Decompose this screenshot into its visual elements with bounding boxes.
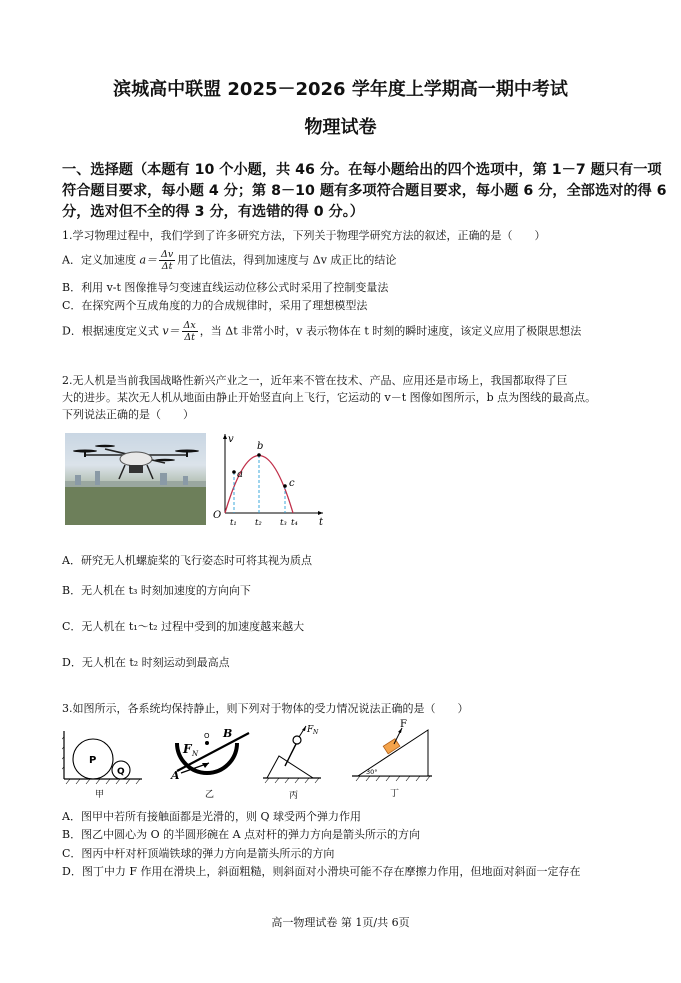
rod [285,742,297,766]
q1-a-fraction [159,249,175,272]
q1-d-den: Δt [184,332,195,343]
t2-label: t₂ [255,518,262,528]
q2-stem [62,372,596,423]
caption-jia: 甲 [95,790,105,799]
label-o: O [204,732,210,740]
caption-ding: 丁 [390,789,400,799]
q1-d-fraction [182,320,198,343]
label-f: F [400,719,407,730]
q3-stem: 3.如图所示，各系统均保持静止，则下列对于物体的受力情况说法正确的是（ ） [62,702,469,715]
label-fn-sub: N [192,750,199,758]
label-angle: 30° [366,768,378,776]
t-axis-arrow [318,511,323,515]
a-label: a [237,469,243,480]
caption-bing: 丙 [289,791,299,800]
q1-a-var: a＝ [139,253,158,267]
exam-subtitle: 物理试卷 [304,117,377,138]
c-label: c [289,478,295,489]
t1-label: t₁ [230,518,237,528]
caption-yi: 乙 [205,790,215,799]
q2-stem-line: 2.无人机是当前我国战略性新兴产业之一，近年来不管在技术、产品、应用还是市场上，我国都取得了巨 [62,374,568,387]
q1-a-pre: A．定义加速度 [62,253,136,267]
q2-option-d: D．无人机在 t₂ 时刻运动到最高点 [62,656,230,669]
q1-stem: 1.学习物理过程中，我们学到了许多研究方法，下列关于物理学研究方法的叙述，正确的是（ ） [62,229,546,242]
t-label: t [319,517,324,528]
q1-option-c: C．在探究两个互成角度的力的合成规律时，采用了理想模型法 [62,299,368,312]
section-heading [62,160,667,223]
point-b [257,453,261,457]
q1-d-var: v＝ [162,324,180,338]
t4-label: t₄ [291,518,298,528]
section-heading-line: 一、选择题（本题有 10 个小题，共 46 分。在每小题给出的四个选项中，第 1－7 题只有一项 [62,162,662,178]
drone-photo [65,433,206,525]
point-a [232,470,236,474]
label-fn: F [183,742,192,756]
q1-d-pre: D．根据速度定义式 [62,324,159,338]
figure-jia [62,727,144,799]
exam-title: 滨城高中联盟 2025－2026 学年度上学期高一期中考试 [113,79,568,100]
guide-lines [234,455,285,513]
q3-option-a: A．图甲中若所有接触面都是光滑的，则 Q 球受两个弹力作用 [62,810,361,823]
figure-yi [163,723,255,799]
v-axis-arrow [223,434,227,439]
figure-ding [350,718,436,802]
q2-option-b: B．无人机在 t₃ 时刻加速度的方向向下 [62,584,251,597]
q2-stem-line: 下列说法正确的是（ ） [62,408,194,421]
label-b: B [223,727,233,740]
label-a: A [171,769,180,782]
label-p: P [89,755,97,766]
origin-label: O [213,510,222,521]
t3-label: t₃ [280,518,287,528]
q1-a-num: Δv [161,249,174,260]
v-label: v [228,434,234,445]
page-footer: 高一物理试卷 第 1页/共 6页 [271,916,410,929]
v-t-graph [205,428,330,530]
q1-option-d [62,320,581,343]
section-heading-line: 分，选对但不全的得 3 分，有选错的得 0 分。） [62,204,364,220]
q1-option-b: B．利用 v-t 图像推导匀变速直线运动位移公式时采用了控制变量法 [62,281,389,294]
q1-d-num: Δx [183,320,196,331]
q1-option-a [62,249,396,272]
label-fn-sub: N [313,729,319,736]
figure-bing [261,722,333,800]
point-c [283,484,287,488]
v-t-curve [225,456,293,514]
q1-a-post: 用了比值法，得到加速度与 Δv 成正比的结论 [177,253,397,267]
q3-option-c: C．图丙中杆对杆顶端铁球的弹力方向是箭头所示的方向 [62,847,335,860]
q2-stem-line: 大的进步。某次无人机从地面由静止开始竖直向上飞行，它运动的 v－t 图像如图所示，b 点为图线的最高点。 [62,391,597,404]
label-fn: F [307,725,314,735]
q3-option-d: D．图丁中力 F 作用在滑块上，斜面粗糙，则斜面对小滑块可能不存在摩擦力作用，但地面对斜面一定存在 [62,865,581,878]
q1-a-den: Δt [161,261,173,272]
q2-option-a: A．研究无人机螺旋桨的飞行姿态时可将其视为质点 [62,554,312,567]
q1-d-post: ，当 Δt 非常小时，v 表示物体在 t 时刻的瞬时速度，该定义应用了极限思想法 [199,324,582,338]
q3-option-b: B．图乙中圆心为 O 的半圆形碗在 A 点对杆的弹力方向是箭头所示的方向 [62,828,421,841]
section-heading-line: 符合题目要求，每小题 4 分；第 8－10 题有多项符合题目要求，每小题 6 分，全部选对的得 6 [62,183,667,199]
drone-illustration [65,433,206,525]
q2-option-c: C．无人机在 t₁～t₂ 过程中受到的加速度越来越大 [62,620,305,633]
b-label: b [257,441,264,452]
iron-ball [293,736,301,744]
label-q: Q [117,767,125,777]
